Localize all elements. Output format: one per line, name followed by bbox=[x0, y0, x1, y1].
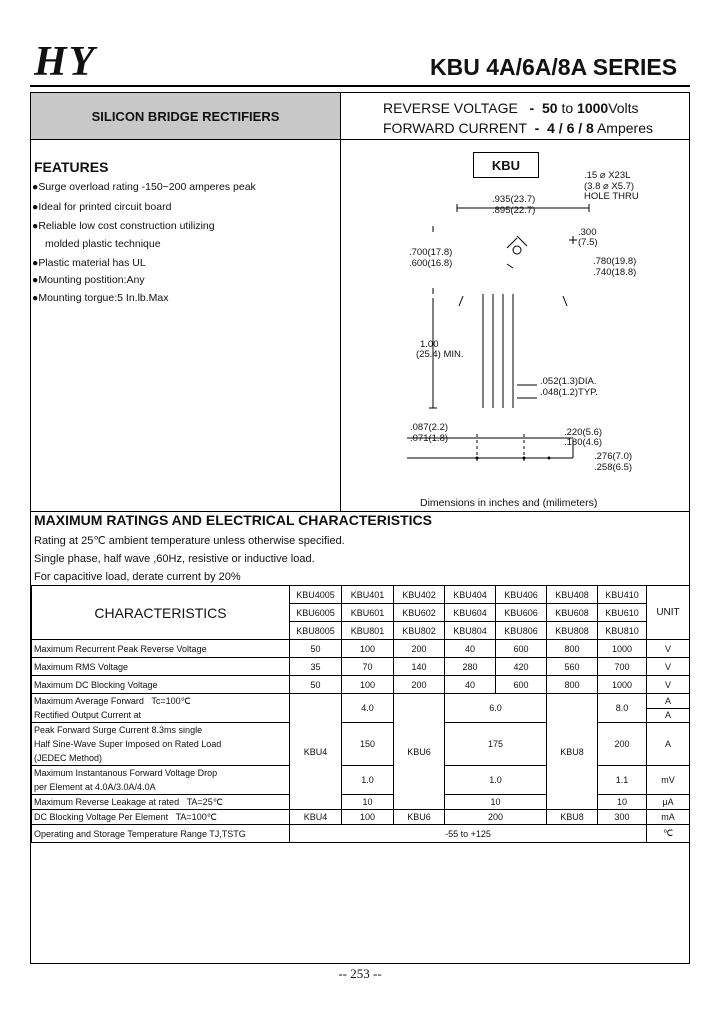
value-cell: 200 bbox=[598, 723, 647, 766]
part-number: KBU602 bbox=[394, 604, 445, 622]
table-row bbox=[32, 586, 690, 604]
table-row bbox=[32, 694, 690, 709]
characteristics-table bbox=[31, 585, 690, 843]
lead-spacing-dimension: .220(5.6) bbox=[564, 427, 603, 438]
value-cell: 40 bbox=[445, 676, 496, 694]
unit-cell: A bbox=[647, 723, 690, 766]
value-cell: 100 bbox=[342, 810, 394, 825]
value-cell: 1000 bbox=[598, 676, 647, 694]
part-number: KBU802 bbox=[394, 622, 445, 640]
lead-length-dimension: 1.00 bbox=[420, 339, 439, 350]
package-label: KBU bbox=[473, 152, 539, 178]
part-number: KBU806 bbox=[496, 622, 547, 640]
value-cell: 1.0 bbox=[342, 766, 394, 795]
unit-cell: V bbox=[647, 658, 690, 676]
lead-spacing-dimension-min: .180(4.6) bbox=[564, 437, 603, 448]
feature-item: ●Plastic material has UL bbox=[32, 257, 146, 269]
value-cell: 1.1 bbox=[598, 766, 647, 795]
value-cell: 50 bbox=[290, 676, 342, 694]
param-label: Maximum Average Forward Tc=100℃ Rectified Output Current at bbox=[32, 694, 290, 723]
part-number: KBU801 bbox=[342, 622, 394, 640]
value-cell: 175 bbox=[445, 723, 547, 766]
dimensions-note: Dimensions in inches and (milimeters) bbox=[420, 497, 598, 509]
value-cell: -55 to +125 bbox=[290, 825, 647, 843]
depth-dimension-min: .258(6.5) bbox=[594, 462, 633, 473]
lead-diameter-dimension-typ: .048(1.2)TYP. bbox=[540, 387, 598, 398]
characteristics-header: CHARACTERISTICS bbox=[32, 586, 290, 640]
header-rule bbox=[30, 85, 690, 87]
param-label: Maximum Instantanous Forward Voltage Drop per Element at 4.0A/3.0A/4.0A bbox=[32, 766, 290, 795]
part-number: KBU608 bbox=[547, 604, 598, 622]
rating-note: Single phase, half wave ,60Hz, resistive or inductive load. bbox=[34, 553, 315, 565]
feature-item: ●Surge overload rating -150~200 amperes peak bbox=[32, 181, 256, 193]
value-cell: 50 bbox=[290, 640, 342, 658]
value-cell: 200 bbox=[394, 676, 445, 694]
value-cell: 140 bbox=[394, 658, 445, 676]
value-cell: 6.0 bbox=[445, 694, 547, 723]
unit-cell: mV bbox=[647, 766, 690, 795]
part-number: KBU606 bbox=[496, 604, 547, 622]
series-title: KBU 4A/6A/8A SERIES bbox=[430, 54, 678, 80]
unit-cell: A bbox=[647, 694, 690, 709]
value-cell: 40 bbox=[445, 640, 496, 658]
value-cell: 280 bbox=[445, 658, 496, 676]
value-cell: 35 bbox=[290, 658, 342, 676]
feature-item: ●Mounting torgue:5 In.lb.Max bbox=[32, 292, 169, 304]
table-row bbox=[32, 658, 690, 676]
body-length-dimension: .780(19.8) bbox=[593, 256, 637, 267]
part-number: KBU401 bbox=[342, 586, 394, 604]
page-number: -- 253 -- bbox=[338, 966, 382, 981]
reverse-voltage-spec: REVERSE VOLTAGE - 50 to 1000Volts bbox=[383, 100, 639, 116]
value-cell: 10 bbox=[445, 795, 547, 810]
value-cell: 300 bbox=[598, 810, 647, 825]
table-row bbox=[32, 825, 690, 843]
value-cell: 200 bbox=[394, 640, 445, 658]
part-number: KBU410 bbox=[598, 586, 647, 604]
param-label: Operating and Storage Temperature Range TJ,TSTG bbox=[32, 825, 290, 843]
feature-item: molded plastic technique bbox=[45, 238, 161, 250]
hole-dimension: .15 ⌀ X23L bbox=[584, 170, 631, 181]
body-height-dimension: .700(17.8) bbox=[409, 247, 453, 258]
hole-dimension-mm: (3.8 ⌀ X5.7) bbox=[584, 181, 635, 192]
part-number: KBU402 bbox=[394, 586, 445, 604]
banner-divider bbox=[340, 93, 341, 139]
param-label: Maximum Recurrent Peak Reverse Voltage bbox=[32, 640, 290, 658]
value-cell: 100 bbox=[342, 676, 394, 694]
feature-item: ●Reliable low cost construction utilizing bbox=[32, 220, 215, 232]
table-row bbox=[32, 676, 690, 694]
part-number: KBU610 bbox=[598, 604, 647, 622]
group-label: KBU6 bbox=[394, 810, 445, 825]
forward-current-spec: FORWARD CURRENT - 4 / 6 / 8 Amperes bbox=[383, 120, 653, 136]
lead-length-dimension-mm: (25.4) MIN. bbox=[416, 349, 464, 360]
value-cell: 200 bbox=[445, 810, 547, 825]
unit-cell: V bbox=[647, 640, 690, 658]
unit-cell: V bbox=[647, 676, 690, 694]
part-number: KBU404 bbox=[445, 586, 496, 604]
part-number: KBU408 bbox=[547, 586, 598, 604]
unit-cell: ℃ bbox=[647, 825, 690, 843]
value-cell: 10 bbox=[598, 795, 647, 810]
value-cell: 8.0 bbox=[598, 694, 647, 723]
unit-cell: A bbox=[647, 708, 690, 723]
value-cell: 1.0 bbox=[445, 766, 547, 795]
part-number: KBU808 bbox=[547, 622, 598, 640]
value-cell: 1000 bbox=[598, 640, 647, 658]
part-number: KBU804 bbox=[445, 622, 496, 640]
hole-thru-label: HOLE THRU bbox=[584, 191, 639, 202]
width-dimension-min: .895(22.7) bbox=[492, 205, 536, 216]
group-label: KBU8 bbox=[547, 694, 598, 810]
width-dimension: .935(23.7) bbox=[492, 194, 536, 205]
company-logo: HY bbox=[34, 39, 97, 85]
value-cell: 560 bbox=[547, 658, 598, 676]
param-label: DC Blocking Voltage Per Element TA=100℃ bbox=[32, 810, 290, 825]
param-label: Maximum DC Blocking Voltage bbox=[32, 676, 290, 694]
value-cell: 10 bbox=[342, 795, 394, 810]
part-number: KBU406 bbox=[496, 586, 547, 604]
part-number: KBU4005 bbox=[290, 586, 342, 604]
group-label: KBU4 bbox=[290, 694, 342, 810]
thickness-dimension: .087(2.2) bbox=[410, 422, 449, 433]
unit-header: UNIT bbox=[647, 586, 690, 640]
part-number: KBU8005 bbox=[290, 622, 342, 640]
value-cell: 70 bbox=[342, 658, 394, 676]
pitch-dimension-mm: (7.5) bbox=[578, 237, 598, 248]
features-title: FEATURES bbox=[34, 159, 109, 175]
part-number: KBU810 bbox=[598, 622, 647, 640]
rating-note: For capacitive load, derate current by 20% bbox=[34, 571, 241, 583]
part-number: KBU604 bbox=[445, 604, 496, 622]
thickness-dimension-min: .071(1.8) bbox=[410, 433, 449, 444]
value-cell: 800 bbox=[547, 676, 598, 694]
param-label: Peak Forward Surge Current 8.3ms single Half Sine-Wave Super Imposed on Rated Load (JEDEC Method) bbox=[32, 723, 290, 766]
depth-dimension: .276(7.0) bbox=[594, 451, 633, 462]
value-cell: 4.0 bbox=[342, 694, 394, 723]
value-cell: 700 bbox=[598, 658, 647, 676]
value-cell: 600 bbox=[496, 676, 547, 694]
group-label: KBU6 bbox=[394, 694, 445, 810]
value-cell: 100 bbox=[342, 640, 394, 658]
body-length-dimension-min: .740(18.8) bbox=[593, 267, 637, 278]
feature-item: ●Ideal for printed circuit board bbox=[32, 201, 172, 213]
table-row bbox=[32, 640, 690, 658]
body-height-dimension-min: .600(16.8) bbox=[409, 258, 453, 269]
value-cell: 150 bbox=[342, 723, 394, 766]
param-label: Maximum Reverse Leakage at rated TA=25℃ bbox=[32, 795, 290, 810]
pitch-dimension: .300 bbox=[578, 227, 597, 238]
unit-cell: μA bbox=[647, 795, 690, 810]
product-title: SILICON BRIDGE RECTIFIERS bbox=[31, 93, 340, 139]
value-cell: 600 bbox=[496, 640, 547, 658]
rating-note: Rating at 25℃ ambient temperature unless otherwise specified. bbox=[34, 535, 345, 547]
feature-item: ●Mounting postition:Any bbox=[32, 274, 145, 286]
lead-diameter-dimension: .052(1.3)DIA. bbox=[540, 376, 597, 387]
part-number: KBU6005 bbox=[290, 604, 342, 622]
param-label: Maximum RMS Voltage bbox=[32, 658, 290, 676]
ratings-title: MAXIMUM RATINGS AND ELECTRICAL CHARACTERISTICS bbox=[34, 512, 432, 528]
unit-cell: mA bbox=[647, 810, 690, 825]
table-row bbox=[32, 810, 690, 825]
value-cell: 420 bbox=[496, 658, 547, 676]
group-label: KBU4 bbox=[290, 810, 342, 825]
value-cell: 800 bbox=[547, 640, 598, 658]
part-number: KBU601 bbox=[342, 604, 394, 622]
group-label: KBU8 bbox=[547, 810, 598, 825]
